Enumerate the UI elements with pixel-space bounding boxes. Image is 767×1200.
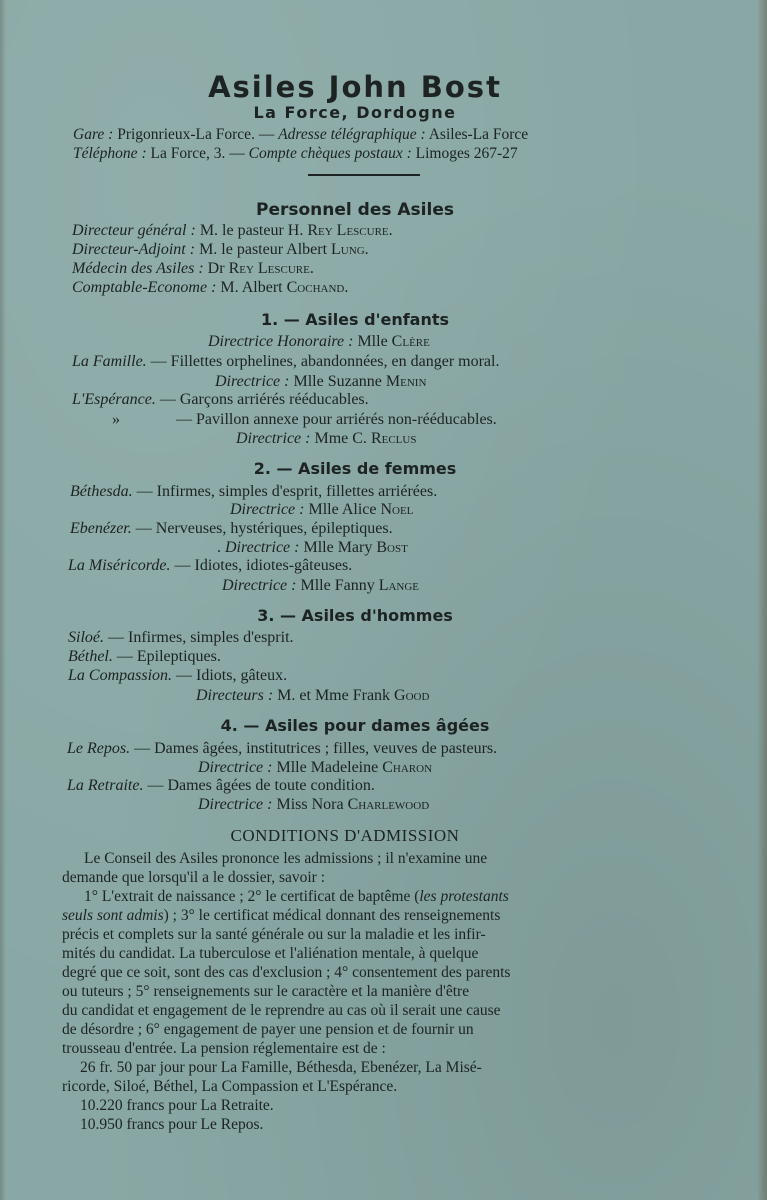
conditions-text-line: degré que ce soit, sont des cas d'exclusion ; 4° consentement des parents	[62, 964, 511, 981]
conditions-text-line: 26 fr. 50 par jour pour La Famille, Béthesda, Ebenézer, La Misé-	[80, 1059, 482, 1076]
conditions-text-line: de désordre ; 6° engagement de payer une pension et de fournir un	[62, 1021, 474, 1038]
bethel-line: Béthel. — Epileptiques.	[68, 648, 221, 665]
conditions-text-line: ricorde, Siloé, Béthel, La Compassion et L'Espérance.	[62, 1078, 398, 1095]
conditions-text-line: précis et complets sur la santé générale ou sur la maladie et les infir-	[62, 926, 486, 943]
directrice-honoraire-line: Directrice Honoraire : Mlle Clère	[208, 333, 430, 350]
bethesda-directrice-line: Directrice : Mlle Alice Noel	[230, 501, 414, 518]
personnel-row: Directeur général : M. le pasteur H. Rey Lescure.	[72, 222, 393, 239]
retraite-line: La Retraite. — Dames âgées de toute condition.	[67, 777, 375, 794]
bethesda-line: Béthesda. — Infirmes, simples d'esprit, fillettes arriérées.	[70, 483, 438, 500]
document-subtitle: La Force, Dordogne	[253, 103, 457, 122]
section-4-heading: 4. — Asiles pour dames âgées	[220, 716, 490, 735]
contact-line-2	[73, 145, 518, 163]
hommes-directeurs-line: Directeurs : M. et Mme Frank Good	[196, 687, 430, 704]
conditions-text-line: demande que lorsqu'il a le dossier, savoir :	[62, 869, 326, 886]
adresse-label: Adresse télégraphique :	[278, 126, 426, 143]
conditions-text-line: du candidat et engagement de le reprendre au cas où il serait une cause	[62, 1002, 501, 1019]
esperance-directrice-line: Directrice : Mme C. Reclus	[236, 430, 417, 447]
page-right-edge	[757, 0, 767, 1200]
conditions-text-line: 1° L'extrait de naissance ; 2° le certificat de baptême (les protestants	[84, 888, 509, 905]
cheques-label: Compte chèques postaux :	[248, 145, 412, 162]
ebenezer-line: Ebenézer. — Nerveuses, hystériques, épileptiques.	[70, 520, 393, 537]
misericorde-directrice-line: Directrice : Mlle Fanny Lange	[222, 577, 420, 594]
header-divider	[308, 174, 420, 176]
conditions-text-line: Le Conseil des Asiles prononce les admissions ; il n'examine une	[84, 850, 488, 867]
personnel-row: Directeur-Adjoint : M. le pasteur Albert Lung.	[72, 241, 369, 258]
conditions-text-line: seuls sont admis) ; 3° le certificat médical donnant des renseignements	[62, 907, 501, 924]
section-3-heading: 3. — Asiles d'hommes	[257, 606, 453, 625]
cheques-value: Limoges 267-27	[415, 145, 518, 162]
conditions-text-line: 10.950 francs pour Le Repos.	[80, 1116, 264, 1133]
famille-line: La Famille. — Fillettes orphelines, abandonnées, en danger moral.	[72, 353, 500, 370]
repos-line: Le Repos. — Dames âgées, institutrices ; filles, veuves de pasteurs.	[67, 740, 498, 757]
personnel-heading: Personnel des Asiles	[256, 200, 454, 220]
misericorde-line: La Miséricorde. — Idiotes, idiotes-gâteuses.	[68, 557, 353, 574]
adresse-value: Asiles-La Force	[428, 126, 529, 143]
conditions-text-line: trousseau d'entrée. La pension réglementaire est de :	[62, 1040, 386, 1057]
repos-directrice-line: Directrice : Mlle Madeleine Charon	[198, 759, 433, 776]
conditions-text-line: ou tuteurs ; 5° renseignements sur le caractère et la manière d'être	[62, 983, 470, 1000]
esperance-line: L'Espérance. — Garçons arriérés rééducables.	[72, 391, 369, 408]
retraite-directrice-line: Directrice : Miss Nora Charlewood	[198, 796, 430, 813]
personnel-row: Comptable-Econome : M. Albert Cochand.	[72, 279, 349, 296]
section-1-heading: 1. — Asiles d'enfants	[260, 310, 450, 329]
gare-value: Prigonrieux-La Force. —	[117, 126, 275, 143]
contact-line-1	[73, 126, 528, 144]
conditions-text-line: 10.220 francs pour La Retraite.	[80, 1097, 274, 1114]
gare-label: Gare :	[73, 126, 114, 143]
personnel-row: Médecin des Asiles : Dr Rey Lescure.	[72, 260, 314, 277]
telephone-label: Téléphone :	[73, 145, 147, 162]
ebenezer-directrice-line: . Directrice : Mlle Mary Bost	[217, 539, 408, 556]
siloe-line: Siloé. — Infirmes, simples d'esprit.	[68, 629, 294, 646]
page-left-edge	[0, 0, 6, 1200]
conditions-heading: CONDITIONS D'ADMISSION	[230, 826, 460, 845]
famille-directrice-line: Directrice : Mlle Suzanne Menin	[215, 373, 427, 390]
compassion-line: La Compassion. — Idiots, gâteux.	[68, 667, 288, 684]
section-2-heading: 2. — Asiles de femmes	[253, 459, 457, 478]
telephone-value: La Force, 3. —	[150, 145, 245, 162]
annexe-mark: »	[112, 411, 120, 428]
conditions-text-line: mités du candidat. La tuberculose et l'aliénation mentale, à quelque	[62, 945, 479, 962]
document-title: Asiles John Bost	[208, 70, 502, 104]
annexe-line: — Pavillon annexe pour arriérés non-rééducables.	[176, 411, 497, 428]
